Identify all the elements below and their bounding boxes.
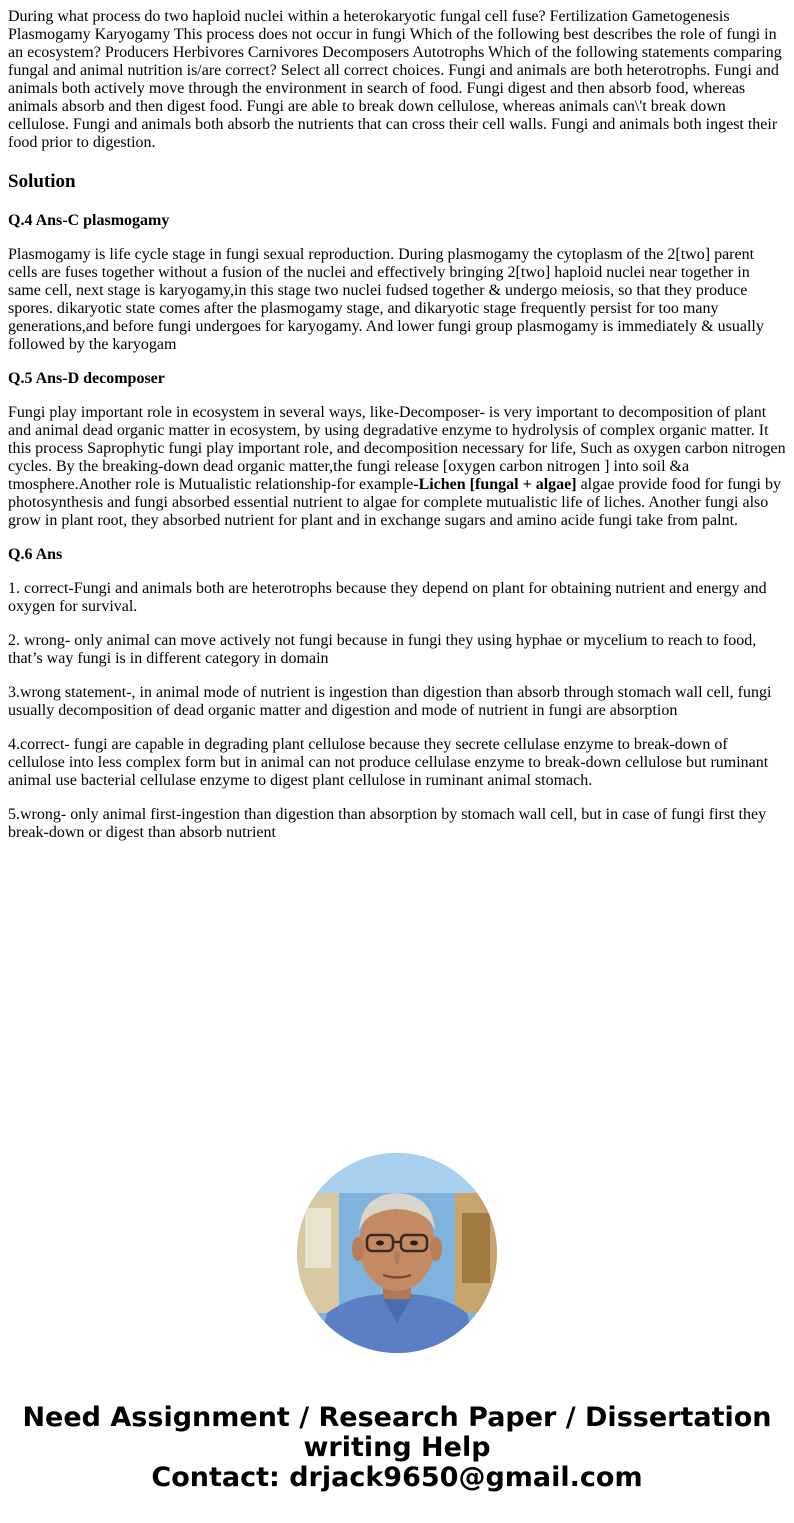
footer-line-2: writing Help [303,1432,491,1463]
footer-contact: Contact: drjack9650@gmail.com [151,1462,643,1493]
q5-body-after: algae provide food for fungi by photosynthesis and fungi absorbed essential nutrient to algae for complete mutualistic life of liches. Another fungi also grow in plant root, they absorbed nutrient for plant and in exchange sugars and amino acide fungi take from palnt. [8,476,781,529]
q6-item-2: 2. wrong- only animal can move actively not fungi because in fungi they using hyphae or mycelium to reach to food, that’s way fungi is in different category in domain [8,632,757,667]
solution-heading: Solution [8,171,76,192]
person-photo-icon [297,1153,497,1353]
footer-cta [0,1403,794,1493]
q6-item-5: 5.wrong- only animal first-ingestion than digestion than absorption by stomach wall cell, but in case of fungi first they break-down or digest than absorb nutrient [8,806,767,841]
q6-heading [8,546,786,564]
q5-body-bold: -Lichen [fungal + algae] [413,476,577,493]
question-text: During what process do two haploid nuclei within a heterokaryotic fungal cell fuse? Fertilization Gametogenesis Plasmogamy Karyogamy This process does not occur in fungi Which of the following best describes the role of fungi in an ecosystem? Producers Herbivores Carnivores Decomposers Autotrophs Which of the following statements comparing fungal and animal nutrition is/are correct? Select all correct choices. Fungi and animals are both heterotrophs. Fungi and animals both actively move through the environment in search of food. Fungi digest and then absorb food, whereas animals absorb and then digest food. Fungi are able to break down cellulose, whereas animals can\'t break down cellulose. Fungi and animals both absorb the nutrients that can cross their cell walls. Fungi and animals both ingest their food prior to digestion. [8,8,782,151]
q5-body-before: Fungi play important role in ecosystem in several ways, like-Decomposer- is very important to decomposition of plant and animal dead organic matter in ecosystem, by using degradative enzyme to hydrolysis of complex organic matter. It this process Saprophytic fungi play important role, and decomposition necessary for life, Such as oxygen carbon nitrogen cycles. By the breaking-down dead organic matter,the fungi release [oxygen carbon nitrogen ] into soil &a tmosphere.Another role is Mutualistic relationship-for example [8,404,786,493]
q6-heading-label: Q.6 Ans [8,546,63,563]
main-content [8,8,786,858]
q6-item-3: 3.wrong statement-, in animal mode of nutrient is ingestion than digestion than absorb through stomach wall cell, fungi usually decomposition of dead organic matter and digestion and mode of nutrient in fungi are absorption [8,684,772,719]
q5-heading [8,370,786,388]
q6-item-1: 1. correct-Fungi and animals both are heterotrophs because they depend on plant for obtaining nutrient and energy and oxygen for survival. [8,580,767,615]
q4-heading [8,212,786,230]
q6-item-4: 4.correct- fungi are capable in degrading plant cellulose because they secrete cellulase enzyme to break-down of cellulose into less complex form but in animal can not produce cellulase enzyme to break-down cellulose but ruminant animal use bacterial cellulase enzyme to digest plant cellulose in ruminant animal stomach. [8,736,769,789]
footer-line-1: Need Assignment / Research Paper / Dissertation [22,1402,772,1433]
avatar [297,1153,497,1353]
q5-body [8,404,786,530]
q4-heading-label: Q.4 Ans-C plasmogamy [8,212,170,229]
q5-heading-label: Q.5 Ans-D decomposer [8,370,165,387]
q4-body: Plasmogamy is life cycle stage in fungi sexual reproduction. During plasmogamy the cytoplasm of the 2[two] parent cells are fuses together without a fusion of the nuclei and effectively bringing 2[two] haploid nuclei near together in same cell, next stage is karyogamy,in this stage two nuclei fudsed together & undergo meiosis, so that they produce spores. dikaryotic state comes after the plasmogamy stage, and dikaryotic stage frequently persist for too many generations,and before fungi undergoes for karyogamy. And lower fungi group plasmogamy is immediately & usually followed by the karyogam [8,246,764,353]
